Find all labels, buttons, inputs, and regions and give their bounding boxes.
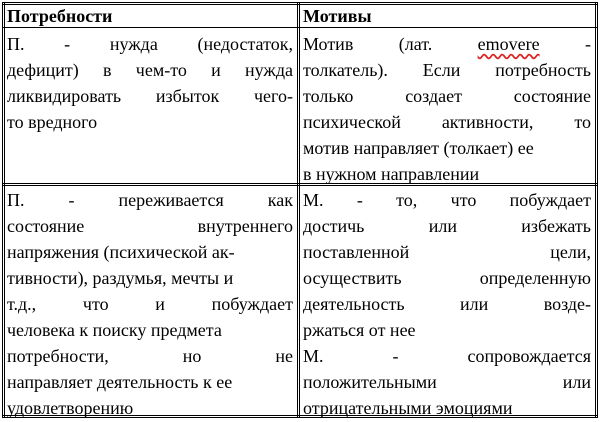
word: в xyxy=(103,60,112,80)
word: М. xyxy=(303,190,324,210)
word: т.д., xyxy=(7,294,37,314)
border-left-inner xyxy=(4,2,5,418)
word: создает xyxy=(405,86,462,106)
word: побуждает xyxy=(211,294,293,314)
word: и xyxy=(211,60,221,80)
text-line xyxy=(7,109,293,135)
header-motives: Мотивы xyxy=(303,6,372,26)
word: Мотив xyxy=(303,34,354,54)
word: то вредного xyxy=(7,112,98,132)
word: М. xyxy=(303,346,324,366)
text-line xyxy=(303,161,591,187)
word: П. xyxy=(7,34,25,54)
text-line xyxy=(303,291,591,317)
word: избыток xyxy=(155,86,220,106)
text-line xyxy=(303,109,591,135)
word: Если xyxy=(422,60,461,80)
word: - xyxy=(392,346,399,366)
word: напряжения (психической ак- xyxy=(7,242,235,262)
word: чем-то xyxy=(135,60,187,80)
word: активности, xyxy=(441,112,534,132)
column-divider-right xyxy=(299,2,300,418)
word: удовлетворению xyxy=(7,398,134,418)
word: внутреннего xyxy=(197,216,293,236)
text-line xyxy=(7,187,293,213)
word: что xyxy=(82,294,109,314)
text-line xyxy=(7,83,293,109)
word: переживается xyxy=(118,190,224,210)
text-line xyxy=(303,83,591,109)
border-right-outer xyxy=(597,2,598,418)
word: возде- xyxy=(543,294,591,314)
border-right-inner xyxy=(595,2,596,418)
column-divider-left xyxy=(297,2,298,418)
text-line xyxy=(303,31,591,57)
cell-motives-1 xyxy=(303,31,591,187)
text-line xyxy=(7,369,293,395)
text-line xyxy=(303,265,591,291)
text-line xyxy=(7,31,293,57)
text-line xyxy=(303,317,591,343)
word: ржаться от нее xyxy=(303,320,416,340)
word: тивности), раздумья, мечты и xyxy=(7,268,234,288)
text-line xyxy=(303,57,591,83)
header-divider xyxy=(2,27,598,28)
text-line xyxy=(303,395,591,421)
word: положительными xyxy=(303,372,437,392)
cell-needs-2 xyxy=(7,187,293,421)
word: психической xyxy=(303,112,401,132)
word: дефицит) xyxy=(7,60,79,80)
text-line xyxy=(7,317,293,343)
word: ликвидировать xyxy=(7,86,122,106)
word: человека к поиску предмета xyxy=(7,320,222,340)
word: избежать xyxy=(521,216,591,236)
word: emovere xyxy=(477,34,540,54)
word: как xyxy=(267,190,293,210)
word: побуждает xyxy=(509,190,591,210)
word: определенную xyxy=(479,268,591,288)
word: деятельность xyxy=(303,294,405,314)
border-left-outer xyxy=(2,2,3,418)
word: не xyxy=(275,346,293,366)
word: то, xyxy=(396,190,418,210)
word: нужда xyxy=(245,60,293,80)
word: отрицательными эмоциями xyxy=(303,398,513,418)
word: мотив направляет (толкает) ее xyxy=(303,138,534,158)
text-line xyxy=(7,213,293,239)
word: - xyxy=(356,190,363,210)
word: достичь xyxy=(303,216,365,236)
word: то xyxy=(574,112,591,132)
text-line xyxy=(303,135,591,161)
word: (лат. xyxy=(398,34,433,54)
word: - xyxy=(68,190,75,210)
text-line xyxy=(7,291,293,317)
text-line xyxy=(303,369,591,395)
word: сопровождается xyxy=(467,346,591,366)
word: состояние xyxy=(513,86,591,106)
word: осуществить xyxy=(303,268,402,288)
word: поставленной xyxy=(303,242,410,262)
word: потребность xyxy=(495,60,591,80)
text-line xyxy=(7,343,293,369)
word: - xyxy=(584,34,591,54)
word: - xyxy=(64,34,71,54)
border-top-outer xyxy=(2,2,598,3)
text-line xyxy=(303,239,591,265)
text-line xyxy=(303,213,591,239)
word: состояние xyxy=(7,216,85,236)
word: направляет деятельность к ее xyxy=(7,372,233,392)
word: или xyxy=(460,294,489,314)
word: толкатель). xyxy=(303,60,388,80)
word: и xyxy=(155,294,165,314)
header-needs: Потребности xyxy=(7,6,113,26)
cell-needs-1 xyxy=(7,31,293,135)
word: цели, xyxy=(550,242,591,262)
text-line xyxy=(303,187,591,213)
text-line xyxy=(303,343,591,369)
word: или xyxy=(562,372,591,392)
word: что xyxy=(450,190,477,210)
word: только xyxy=(303,86,354,106)
word: чего- xyxy=(254,86,293,106)
word: нужда xyxy=(109,34,158,54)
text-line xyxy=(7,265,293,291)
word: но xyxy=(182,346,202,366)
word: потребности, xyxy=(7,346,109,366)
word: (недостаток, xyxy=(197,34,293,54)
text-line xyxy=(7,239,293,265)
word: П. xyxy=(7,190,25,210)
cell-motives-2 xyxy=(303,187,591,421)
word: или xyxy=(428,216,457,236)
word: в нужном направлении xyxy=(303,164,480,184)
text-line xyxy=(7,57,293,83)
text-line xyxy=(7,395,293,421)
